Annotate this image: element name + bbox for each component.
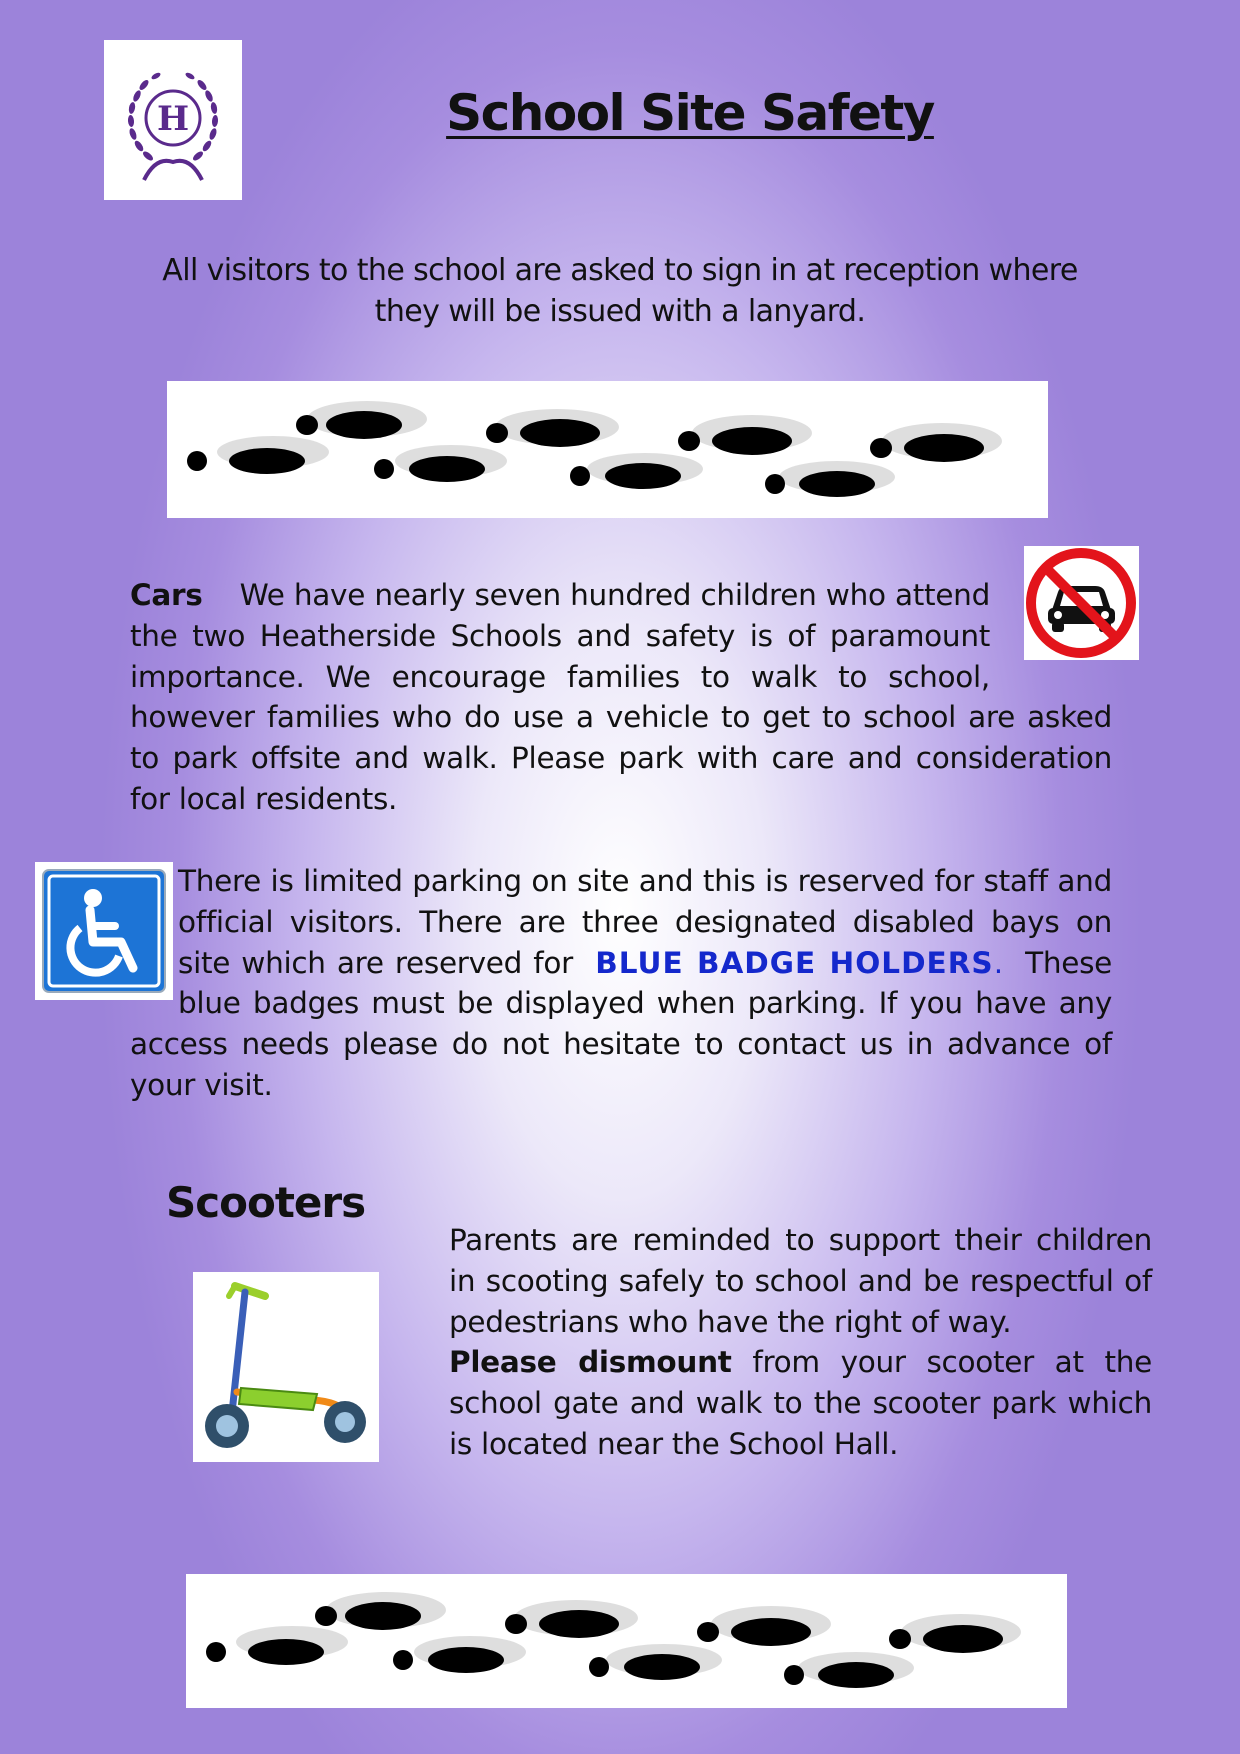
cars-section [130, 575, 1112, 820]
footprints-image [186, 1574, 1067, 1708]
footprints-image [167, 381, 1048, 518]
logo-letter: H [156, 99, 190, 139]
sign-spacer [130, 861, 178, 1011]
cars-heading: Cars [130, 578, 203, 612]
scooters-paragraph: Parents are reminded to support their children in scooting safely to school and be respectful of pedestrians who have the right of way. [449, 1223, 1152, 1339]
cars-paragraph [130, 575, 1112, 820]
scooter-image [193, 1272, 379, 1462]
blue-badge-period: . [993, 945, 1003, 980]
dismount-text: from your scooter at the school gate and walk to the scooter park which is located near the School Hall. [449, 1345, 1152, 1461]
parking-section [130, 861, 1112, 1106]
sign-spacer [994, 575, 1112, 685]
parking-text: There is limited parking on site and this is reserved for staff and official visitors. There are three designated disabled bays on site which are reserved for [178, 864, 1112, 980]
page-title: School Site Safety [446, 84, 934, 142]
blue-badge-holders: BLUE BADGE HOLDERS [595, 945, 994, 980]
dismount-paragraph [449, 1342, 1152, 1464]
scooters-section [449, 1220, 1152, 1465]
parking-text-continued: These blue badges must be displayed when parking. If you have any access needs please do not hesitate to contact us in advance of your visit. [130, 945, 1113, 1102]
visitor-sign-in-notice: All visitors to the school are asked to sign in at reception where they will be issued with a lanyard. [162, 253, 1078, 329]
school-crest-logo [104, 40, 242, 200]
scooters-heading: Scooters [166, 1178, 366, 1227]
parking-paragraph [130, 861, 1112, 1106]
cars-text: We have nearly seven hundred children who attend the two Heatherside Schools and safety is of paramount importance. We encourage families to walk to school, however families who do use a vehicle to get to school are asked to park offsite and walk. Please park with care and consideration for local residents. [130, 578, 1112, 816]
dismount-bold: Please dismount [449, 1345, 732, 1380]
